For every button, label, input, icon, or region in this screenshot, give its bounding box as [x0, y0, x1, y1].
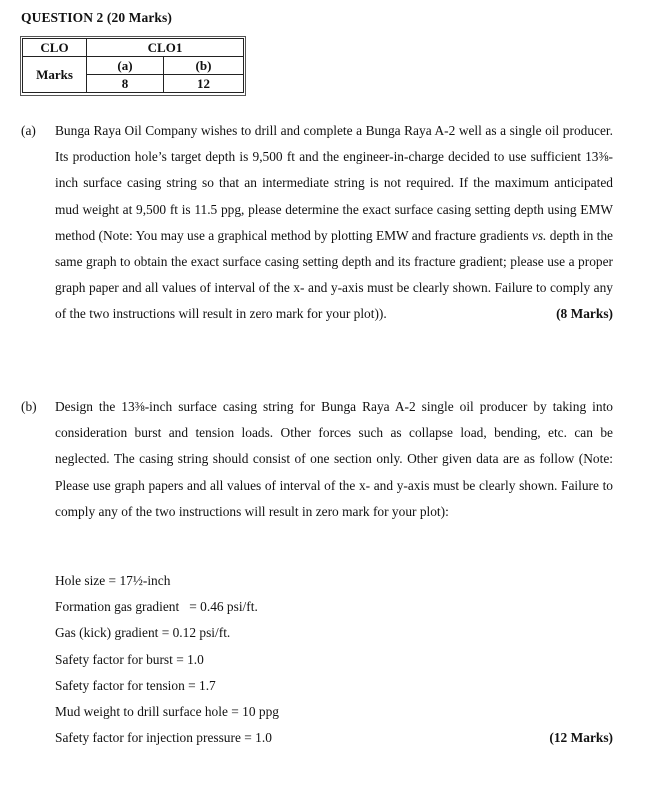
data-sf-burst: Safety factor for burst = 1.0	[55, 651, 204, 667]
given-data-list	[55, 568, 613, 751]
data-sf-injection: Safety factor for injection pressure = 1.0	[55, 730, 272, 746]
clo-value: CLO1	[87, 39, 244, 57]
data-final-row	[55, 725, 613, 751]
part-a-marks-label: (8 Marks)	[556, 306, 613, 322]
part-a-number: (a)	[21, 123, 36, 138]
data-mud-weight: Mud weight to drill surface hole = 10 ppg	[55, 704, 279, 720]
part-a-marks: 8	[87, 75, 164, 93]
part-b-marks-label: (12 Marks)	[549, 730, 613, 746]
part-a-text-1: Bunga Raya Oil Company wishes to drill and complete a Bunga Raya A-2 well as a single oil producer. Its production hole’s target depth is 9,500 ft and the engineer-in-charge decided to use sufficient 13⅜-inch surface casing string so that an intermediate string is not required. If the maximum anticipated mud weight at 9,500 ft is 11.5 ppg, please determine the exact surface casing setting depth using EMW method (Note: You may use a graphical method by plotting EMW and fracture gradients	[55, 123, 613, 243]
part-b-number: (b)	[21, 399, 37, 414]
clo-label: CLO	[23, 39, 87, 57]
marks-label: Marks	[23, 57, 87, 93]
data-sf-tension: Safety factor for tension = 1.7	[55, 677, 216, 693]
part-b-header: (b)	[164, 57, 244, 75]
data-gas-kick-gradient: Gas (kick) gradient = 0.12 psi/ft.	[55, 625, 231, 641]
part-b-text: Design the 13⅜-inch surface casing string for Bunga Raya A-2 single oil producer by taking into consideration burst and tension loads. Other forces such as collapse load, bending, etc. can be neglected. The casing string should consist of one section only. Other given data are as follow (Note: Please use graph papers and all values of interval of the x- and y-axis must be clearly shown. Failure to comply any of the two instructions will result in zero mark for your plot):	[55, 399, 613, 519]
clo-table	[22, 38, 244, 93]
part-b-marks: 12	[164, 75, 244, 93]
data-formation-gas-gradient: Formation gas gradient = 0.46 psi/ft.	[55, 599, 258, 615]
part-a-vs: vs.	[531, 227, 547, 243]
question-heading: QUESTION 2 (20 Marks)	[21, 10, 172, 25]
data-hole-size: Hole size = 17½-inch	[55, 573, 171, 588]
part-a-text	[55, 118, 613, 328]
part-a-text-2: depth in the same graph to obtain the exact surface casing setting depth and its fracture gradient; please use a proper graph paper and all values of interval of the x- and y-axis must be clearly shown. Failure to comply any of the two instructions will result in zero mark for your plot)).	[55, 227, 613, 322]
part-a-header: (a)	[87, 57, 164, 75]
